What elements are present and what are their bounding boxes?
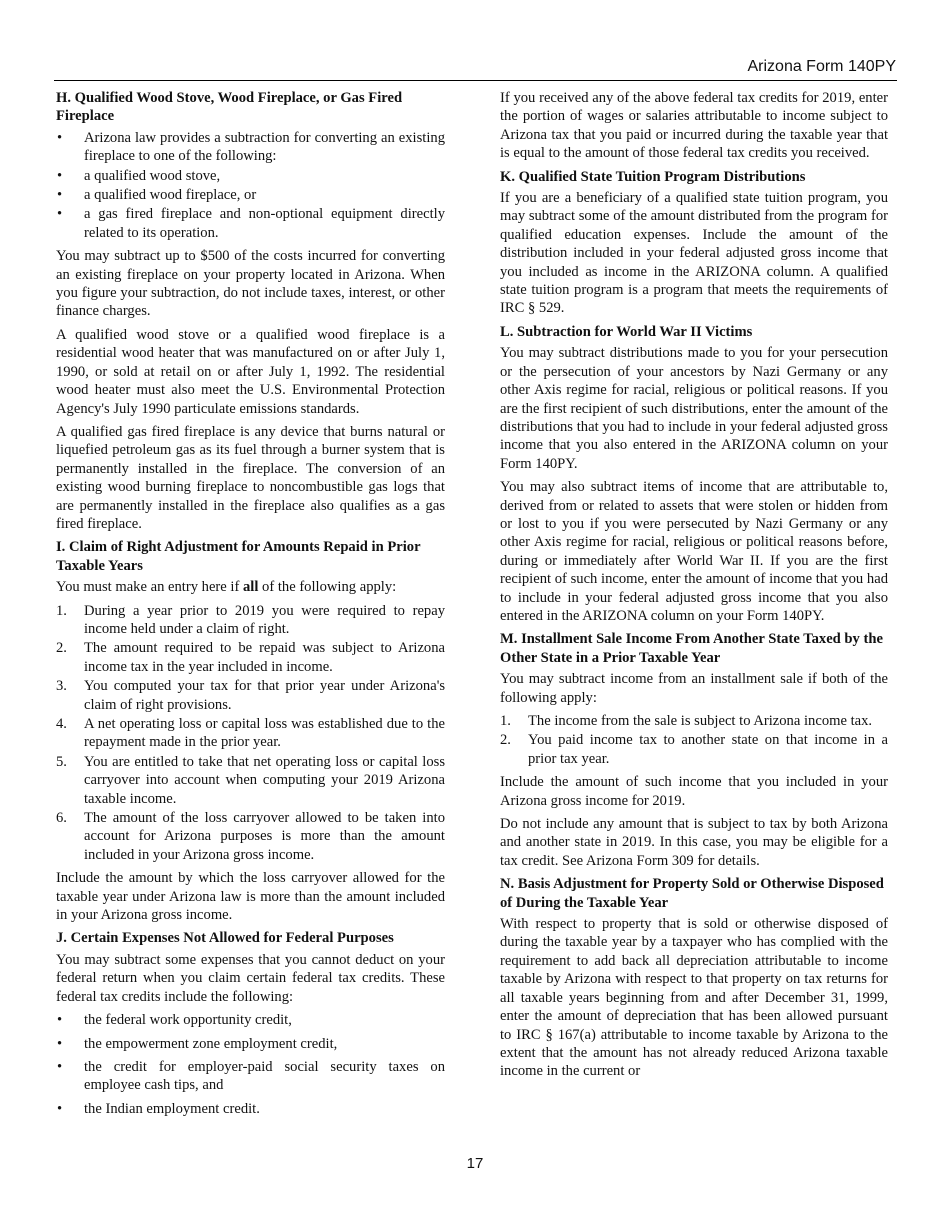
list-item: • the empowerment zone employment credit,	[56, 1035, 445, 1053]
item-number: 2.	[56, 640, 67, 657]
intro-text: of the following apply:	[258, 579, 397, 596]
item-number: 4.	[56, 716, 67, 732]
paragraph: If you received any of the above federal tax credits for 2019, enter the portion of wages or salaries attributable to income subject to Arizona tax that you paid or incurred during the taxable year that is equal to the amount of those federal tax credits you received.	[500, 90, 888, 162]
list-item: • the Indian employment credit.	[56, 1100, 445, 1118]
list-item: • Arizona law provides a subtraction for converting an existing fireplace to one of the following:	[56, 129, 445, 166]
item-text: You are entitled to take that net operating loss or capital loss carryover into account when computing your 2019 Arizona taxable income.	[84, 753, 445, 807]
item-text: The amount required to be repaid was subject to Arizona income tax in the year included in income.	[84, 640, 445, 675]
section-m-list	[500, 712, 888, 768]
paragraph: You may subtract up to $500 of the costs incurred for converting an existing fireplace on your property located in Arizona. When you figure your subtraction, do not include taxes, interest, or other finance charges.	[56, 248, 445, 320]
section-j-title: J. Certain Expenses Not Allowed for Federal Purposes	[56, 930, 394, 947]
paragraph: If you are a beneficiary of a qualified state tuition program, you may subtract some of the amount distributed from the program for qualified education expenses. Include the amount of the distribution included in your federal adjusted gross income that you included as income in the ARIZONA column. A qualified state tuition program is a program that meets the requirements of IRC § 529.	[500, 190, 888, 317]
list-item: • a qualified wood fireplace, or	[56, 186, 445, 204]
item-number: 1.	[500, 713, 511, 729]
section-h-bullets	[56, 129, 445, 242]
section-n-title: N. Basis Adjustment for Property Sold or Otherwise Disposed of During the Taxable Year	[500, 876, 884, 911]
right-column	[500, 89, 888, 1086]
section-j-bullets	[56, 1011, 445, 1118]
paragraph: Include the amount of such income that you included in your Arizona gross income for 2019.	[500, 774, 888, 809]
list-item	[56, 753, 445, 808]
list-item: • the federal work opportunity credit,	[56, 1011, 445, 1029]
item-text: The amount of the loss carryover allowed to be taken into account for Arizona purposes is more than the amount included in your Arizona gross income.	[84, 810, 445, 863]
paragraph: You may subtract distributions made to you for your persecution or the persecution of your ancestors by Nazi Germany or any other Axis regime for racial, religious or political reasons. If you are the first recipient of such distributions, enter the amount of the distributions that you had to include in your federal adjusted gross income that you also entered in the ARIZONA column on your Form 140PY.	[500, 345, 888, 472]
item-number: 1.	[56, 602, 67, 619]
section-i-intro	[56, 578, 445, 596]
list-item: • a qualified wood stove,	[56, 167, 445, 185]
list-item	[56, 639, 445, 676]
intro-bold: all	[242, 579, 259, 596]
item-number: 6.	[56, 810, 67, 827]
paragraph: Do not include any amount that is subject to tax by both Arizona and another state in 2019. In this case, you may be eligible for a tax credit. See Arizona Form 309 for details.	[500, 816, 888, 869]
form-header: Arizona Form 140PY	[747, 58, 896, 75]
list-item	[500, 731, 888, 768]
section-h-title: H. Qualified Wood Stove, Wood Fireplace, or Gas Fired Fireplace	[56, 90, 403, 125]
paragraph: You may subtract income from an installment sale if both of the following apply:	[500, 671, 888, 706]
paragraph: You may also subtract items of income that are attributable to, derived from or related to assets that were stolen or hidden from or lost to you if you were persecuted by Nazi Germany or any other Axis regime for racial, religious or political reasons before, during or immediately after World War II. If you are the first recipient of such income, enter the amount of income that you had to include in your federal adjusted gross income that you also entered in the ARIZONA column on your Form 140PY.	[500, 479, 888, 624]
item-text: You computed your tax for that prior year under Arizona's claim of right provisions.	[84, 678, 445, 713]
item-text: You paid income tax to another state on that income in a prior tax year.	[528, 732, 888, 767]
item-number: 2.	[500, 732, 511, 749]
list-item: • a gas fired fireplace and non-optional equipment directly related to its operation.	[56, 205, 445, 242]
paragraph: Include the amount by which the loss carryover allowed for the taxable year under Arizona law is more than the amount included in your Arizona gross income.	[56, 870, 445, 924]
paragraph: A qualified wood stove or a qualified wood fireplace is a residential wood heater that was manufactured on or after July 1, 1990, or sold at retail on or after July 1, 1992. The residential wood heater must also meet the U.S. Environmental Protection Agency's July 1990 particulate emissions standards.	[56, 326, 445, 417]
list-item	[56, 677, 445, 714]
paragraph: You may subtract some expenses that you cannot deduct on your federal return when you claim certain federal tax credits. These federal tax credits include the following:	[56, 951, 445, 1005]
section-m-title: M. Installment Sale Income From Another State Taxed by the Other State in a Prior Taxable Year	[500, 631, 883, 666]
item-text: During a year prior to 2019 you were required to repay income held under a claim of right.	[84, 602, 445, 637]
paragraph: With respect to property that is sold or otherwise disposed of during the taxable year by a taxpayer who has complied with the requirement to add back all depreciation attributable to income taxable by Arizona with respect to that property on tax returns for all taxable years beginning from and after December 31, 1999, enter the amount of depreciation that has been allowed pursuant to IRC § 167(a) attributable to income taxable by Arizona to the extent that the amount has not already reduced Arizona taxable income in the current or	[500, 916, 888, 1080]
page-number: 17	[466, 1155, 484, 1172]
section-k-title: K. Qualified State Tuition Program Distributions	[500, 168, 806, 185]
list-item	[56, 602, 445, 639]
section-l-title: L. Subtraction for World War II Victims	[500, 323, 753, 340]
list-item	[56, 715, 445, 752]
section-i-title: I. Claim of Right Adjustment for Amounts Repaid in Prior Taxable Years	[56, 539, 421, 574]
list-item: • the credit for employer-paid social security taxes on employee cash tips, and	[56, 1058, 445, 1095]
left-column	[56, 89, 445, 1123]
list-item	[56, 809, 445, 864]
section-i-list	[56, 602, 445, 865]
header-rule	[54, 80, 897, 81]
item-text: A net operating loss or capital loss was established due to the repayment made in the prior year.	[84, 716, 445, 751]
item-text: The income from the sale is subject to Arizona income tax.	[528, 713, 873, 729]
list-item	[500, 712, 888, 730]
item-number: 5.	[56, 753, 67, 770]
item-number: 3.	[56, 678, 67, 695]
paragraph: A qualified gas fired fireplace is any device that burns natural or liquefied petroleum gas as its fuel through a burner system that is permanently installed in the fireplace. The conversion of an existing wood burning fireplace to noncombustible gas logs that are permanently installed in the fireplace also qualifies as a gas fired fireplace.	[56, 423, 445, 532]
intro-text: You must make an entry here if	[56, 579, 243, 596]
